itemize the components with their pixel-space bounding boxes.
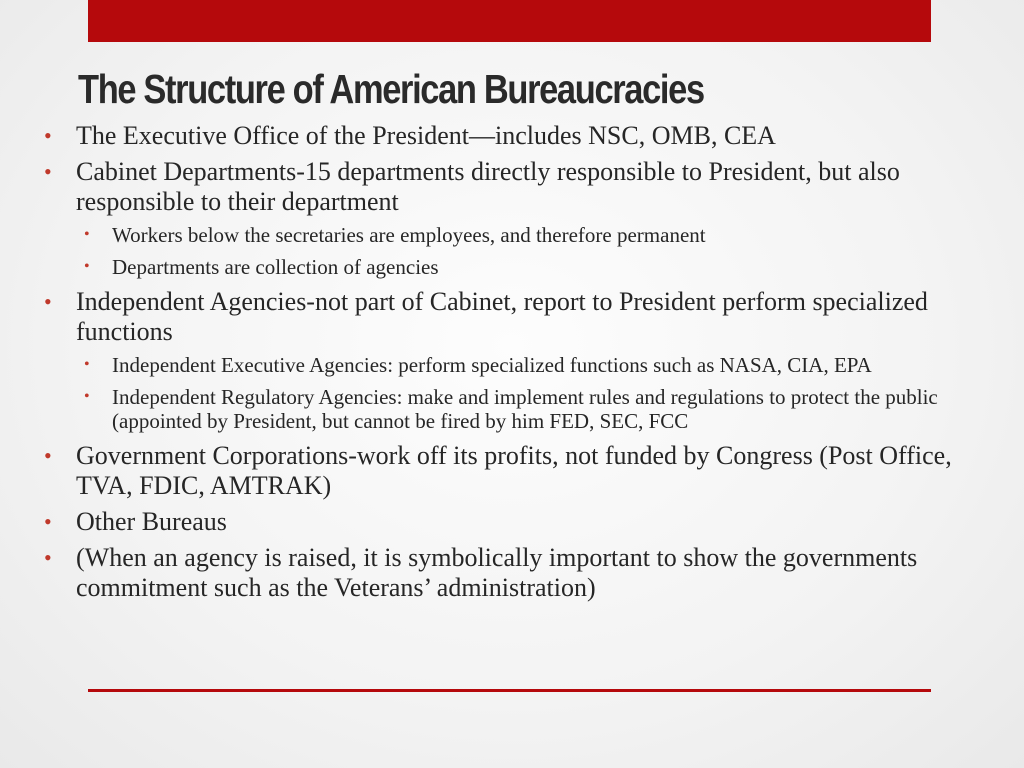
slide-content [44, 121, 1004, 609]
sub-bullet-text: Workers below the secretaries are employees, and therefore permanent [112, 223, 706, 247]
bullet-text: Independent Agencies-not part of Cabinet, report to President perform specialized functions [76, 287, 928, 346]
bullet-item [44, 287, 1004, 433]
sub-bullet-item [76, 385, 1004, 433]
bullet-text: Other Bureaus [76, 507, 227, 536]
bullet-item [44, 121, 1004, 151]
sub-bullet-text: Independent Executive Agencies: perform specialized functions such as NASA, CIA, EPA [112, 353, 872, 377]
sub-bullet-item [76, 255, 1004, 279]
bullet-text: (When an agency is raised, it is symbolically important to show the governments commitment such as the Veterans’ administration) [76, 543, 918, 602]
sub-bullet-text: Departments are collection of agencies [112, 255, 439, 279]
sub-bullet-item [76, 353, 1004, 377]
sub-bullet-list [76, 223, 1004, 279]
bottom-divider [88, 689, 931, 692]
sub-bullet-item [76, 223, 1004, 247]
bullet-item [44, 441, 1004, 501]
bullet-list [44, 121, 1004, 603]
sub-bullet-list [76, 353, 1004, 433]
bullet-item [44, 507, 1004, 537]
sub-bullet-text: Independent Regulatory Agencies: make and implement rules and regulations to protect the public (appointed by President, but cannot be fired by him FED, SEC, FCC [112, 385, 938, 433]
bullet-item [44, 543, 1004, 603]
bullet-text: Government Corporations-work off its profits, not funded by Congress (Post Office, TVA, FDIC, AMTRAK) [76, 441, 952, 500]
bullet-text: The Executive Office of the President—includes NSC, OMB, CEA [76, 121, 776, 150]
bullet-text: Cabinet Departments-15 departments directly responsible to President, but also responsible to their department [76, 157, 900, 216]
bullet-item [44, 157, 1004, 279]
top-accent-bar [88, 0, 931, 42]
slide-title: The Structure of American Bureaucracies [78, 66, 704, 112]
